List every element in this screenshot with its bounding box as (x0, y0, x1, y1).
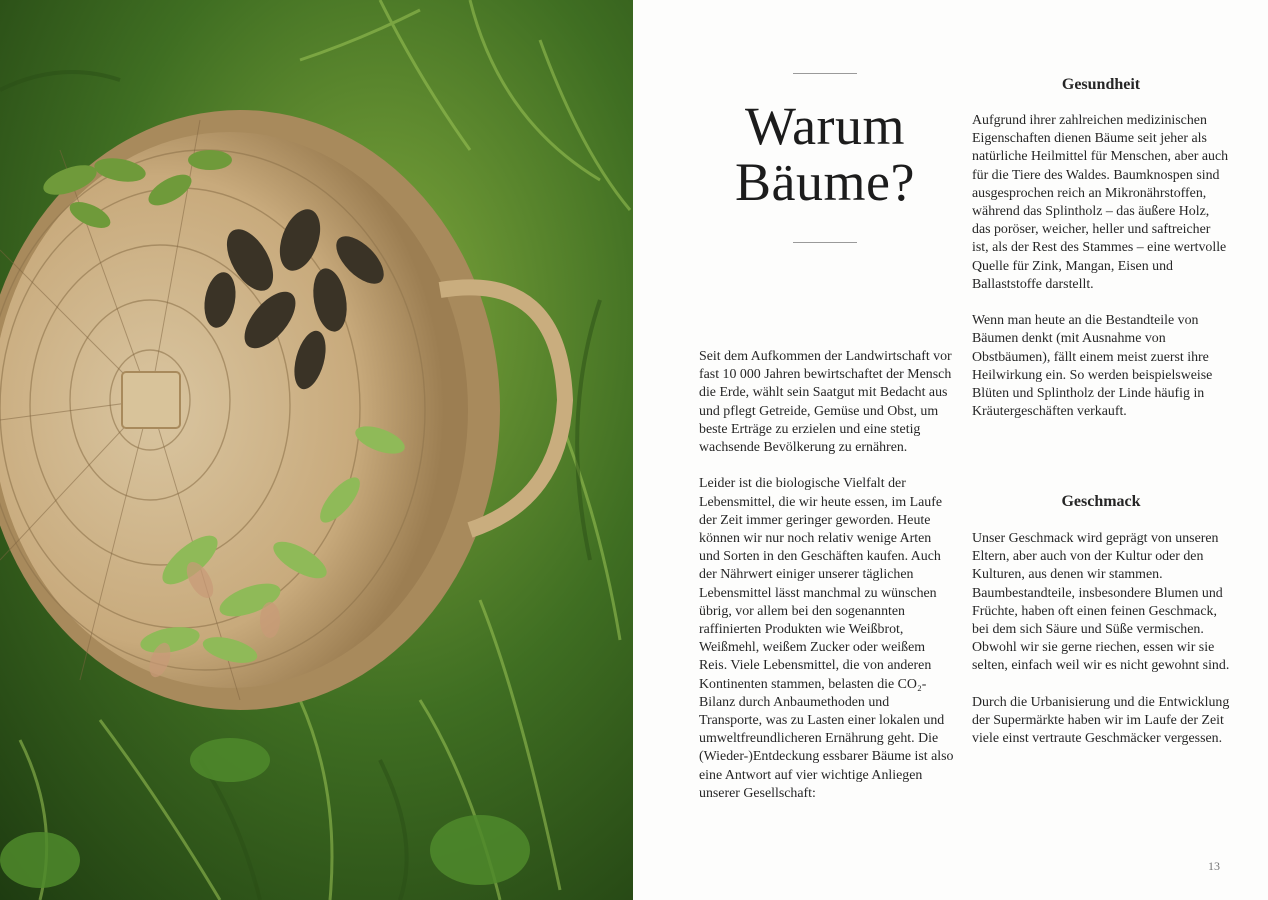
page-number: 13 (1208, 859, 1220, 873)
page-title (680, 98, 970, 210)
intro-paragraph-1: Seit dem Aufkommen der Landwirtschaft vor fast 10 000 Jahren bewirtschaftet der Mensch die Erde, wählt sein Saatgut mit Bedacht aus und pflegt Getreide, Gemüse und Obst, um beste Erträge zu erzielen und eine stetig wachsende Bevölkerung zu ernähren. (699, 349, 952, 456)
health-heading: Gesundheit (1061, 76, 1141, 93)
intro-column (699, 348, 954, 821)
health-paragraph-2: Wenn man heute an die Bestandteile von Bäumen denkt (mit Ausnahme von Obstbäumen), fällt einem meist zuerst ihre Heilwirkung ein. So werden beispielsweise Blüten und Splintholz der Linde häufig in Kräutergeschäften verkauft. (972, 313, 1213, 420)
taste-paragraph-1: Unser Geschmack wird geprägt von unseren Eltern, aber auch von der Kultur oder den Kulturen, aus denen wir stammen. Baumbestandteile, insbesondere Blumen und Früchte, haben oft einen feinen Geschmack, bei dem sich Säure und Süße vermischen. Obwohl wir sie gerne riechen, essen wir sie selten, einfach weil wir es nicht gewohnt sind. (972, 531, 1230, 674)
taste-paragraph-2: Durch die Urbanisierung und die Entwicklung der Supermärkte haben wir im Laufe der Zeit viele einst vertraute Geschmäcker vergessen. (972, 694, 1230, 747)
title-rule-bottom (793, 242, 857, 243)
health-paragraph-1: Aufgrund ihrer zahlreichen medizinischen Eigenschaften dienen Bäume seit jeher als natürliche Heilmittel für Menschen, aber auch für die Tiere des Waldes. Baumknospen sind ausgesprochen reich an Mikronährstoffen, während das Splintholz – das äußere Holz, das poröser, weicher, heller und saftreicher ist, als der Rest des Stammes – eine wertvolle Quelle für Zink, Mangan, Eisen und Ballaststoffe darstellt. (972, 113, 1229, 292)
taste-heading: Geschmack (1061, 493, 1141, 510)
taste-column (972, 530, 1230, 767)
title-line-1: Warum (744, 96, 906, 156)
title-rule-top (793, 73, 857, 74)
health-column (972, 112, 1230, 440)
basket-of-tree-buds-icon (0, 0, 633, 900)
intro-paragraph-2: Leider ist die biologische Vielfalt der Lebensmittel, die wir heute essen, im Laufe der Zeit immer geringer geworden. Heute können wir nur noch relativ wenige Arten und Sorten in den Geschäften kaufen. Auch der Nährwert einiger unserer täglichen Lebensmittel lässt manchmal zu wünschen übrig, vor allem bei den sogenannten raffinierten Produkten wie Weißbrot, Weißmehl, weißem Zucker oder weißem Reis. Viele Lebensmittel, die von anderen Kontinenten stammen, belasten die CO₂-Bilanz durch Anbaumethoden und Transporte, was zu Lasten einer lokalen und umweltfreundlicheren Ernährung geht. Die (Wieder-)Entdeckung essbarer Bäume ist also eine Antwort auf vier wichtige Anliegen unserer Gesellschaft: (699, 476, 954, 801)
basket-photo (0, 0, 633, 900)
title-line-2: Bäume? (735, 152, 915, 212)
